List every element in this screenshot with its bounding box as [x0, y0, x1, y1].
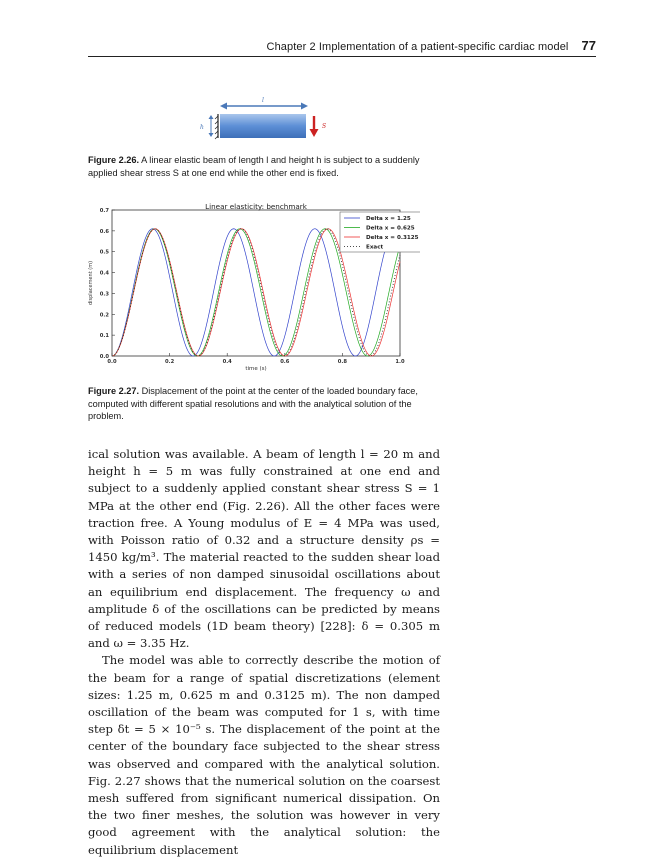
- figure-2-27-caption: [88, 385, 438, 423]
- x-tick-label: 0.4: [222, 359, 232, 365]
- x-tick-label: 0.8: [337, 359, 348, 365]
- figure-2-27-text: Displacement of the point at the center of the loaded boundary face, computed with different spatial resolutions and with the analytical solution of the problem.: [88, 386, 418, 421]
- figure-2-26-text: A linear elastic beam of length l and height h is subject to a suddenly applied shear stress S at one end while the other end is fixed.: [88, 155, 420, 178]
- figure-2-27-label: Figure 2.27.: [88, 386, 140, 396]
- page-number: 77: [581, 38, 596, 53]
- figure-2-26-caption: [88, 154, 438, 179]
- x-tick-label: 0.6: [280, 359, 290, 365]
- x-tick-label: 0.0: [107, 359, 117, 365]
- x-tick-label: 0.2: [164, 359, 175, 365]
- y-tick-label: 0.7: [99, 208, 109, 214]
- height-label: h: [200, 124, 204, 131]
- y-tick-label: 0.4: [99, 270, 109, 277]
- length-arrow: [220, 103, 308, 110]
- y-tick-label: 0.0: [99, 354, 109, 360]
- page-header: [88, 38, 596, 54]
- chart-legend: [340, 212, 420, 252]
- y-tick-label: 0.6: [99, 228, 109, 235]
- legend-entry: Exact: [366, 244, 384, 251]
- chapter-title: Chapter 2 Implementation of a patient-specific cardiac model: [266, 41, 569, 53]
- legend-entry: Delta x = 0.625: [366, 225, 415, 232]
- figure-2-26-label: Figure 2.26.: [88, 155, 140, 165]
- header-rule: [88, 56, 596, 57]
- chart-title: Linear elasticity: benchmark: [205, 202, 307, 211]
- body-paragraph-1: ical solution was available. A beam of length l = 20 m and height h = 5 m was fully constrained at one end and subject to a suddenly applied constant shear stress S = 1 MPa at the other end (Fig. 2.26). All the other faces were traction free. A Young modulus of E = 4 MPa was used, with Poisson ratio of 0.32 and a structure density ρs = 1450 kg/m³. The material reacted to the sudden shear load with a series of non damped sinusoidal oscillations about an equilibrium end displacement. The frequency ω and amplitude δ of the oscillations can be predicted by means of reduced models (1D beam theory) [228]: δ = 0.305 m and ω = 3.35 Hz.: [88, 447, 440, 651]
- body-paragraph-2: The model was able to correctly describe the motion of the beam for a range of spatial discretizations (element sizes: 1.25 m, 0.625 m and 0.3125 m). The non damped oscillation of the beam was computed for 1 s, with time step δt = 5 × 10⁻⁵ s. The displacement of the point at the center of the boundary face subjected to the shear stress was observed and compared with the analytical solution. Fig. 2.27 shows that the numerical solution on the coarsest mesh suffered from significant numerical dissipation. On the two finer meshes, the solution was however in very good agreement with the analytical solution: the equilibrium displacement: [88, 653, 440, 857]
- legend-entry: Delta x = 1.25: [366, 216, 411, 222]
- displacement-chart: [84, 200, 420, 378]
- x-axis-label: time (s): [245, 366, 267, 372]
- beam-diagram: [190, 92, 350, 152]
- legend-entry: Delta x = 0.3125: [366, 235, 419, 241]
- height-arrow: [209, 115, 214, 137]
- y-tick-label: 0.5: [99, 249, 109, 256]
- length-label: l: [262, 97, 264, 104]
- y-tick-label: 0.3: [99, 291, 109, 298]
- fixed-wall: [215, 114, 218, 139]
- shear-stress-arrow: [310, 116, 319, 137]
- body-text: [88, 446, 440, 859]
- y-tick-label: 0.2: [99, 312, 109, 319]
- stress-label: S: [322, 123, 327, 130]
- x-tick-label: 1.0: [395, 359, 405, 365]
- y-tick-label: 0.1: [99, 333, 109, 340]
- beam-body: [220, 114, 306, 138]
- y-axis-label: displacement (m): [88, 260, 94, 306]
